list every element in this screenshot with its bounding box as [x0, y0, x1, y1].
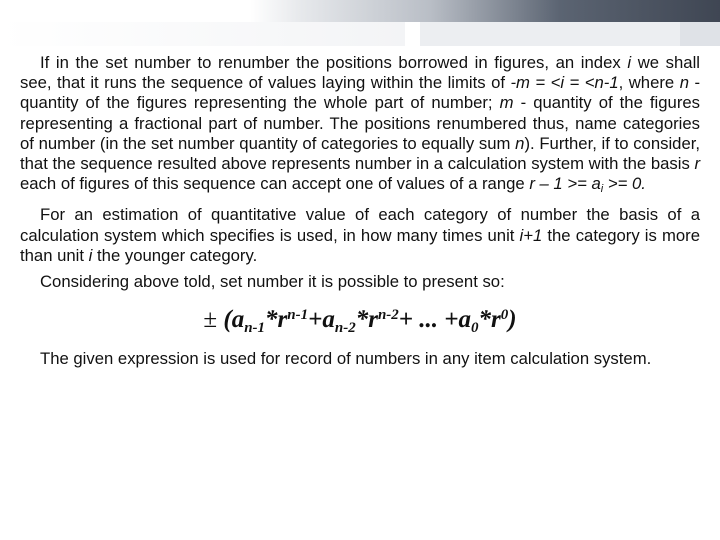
formula-part: *r — [478, 306, 501, 334]
number-formula — [20, 298, 700, 345]
var-i: i — [627, 53, 632, 72]
var-n: n — [515, 133, 525, 153]
accent-band-left — [0, 22, 405, 46]
value-range — [529, 174, 646, 196]
plus-minus-sign: ± — [203, 306, 218, 334]
text-run: If in the set number to renumber the positions borrowed in figures, an index — [40, 53, 628, 72]
formula-part: + ... +a — [398, 306, 472, 334]
formula-subscript: n-2 — [334, 320, 356, 337]
index-range: -m = <i = <n-1 — [510, 73, 619, 93]
var-i: i — [88, 245, 93, 265]
var-n: n — [679, 73, 689, 93]
formula-part: ) — [508, 306, 517, 334]
text-run: - quantity of the figures representing the whole part of number; — [20, 73, 701, 113]
text-run: ). Further, if to consider, that the sequence resulted above represents number in a calculation system with the basis — [20, 133, 700, 174]
formula-superscript: n-2 — [377, 307, 399, 324]
formula-part: (a — [217, 306, 245, 334]
slide-top-bar — [0, 0, 720, 22]
formula-superscript: 0 — [500, 307, 509, 324]
formula-part: +a — [308, 306, 335, 334]
value-range-left: r – 1 >= a — [529, 174, 601, 194]
paragraph-index-definition — [20, 53, 700, 199]
paragraph-category-estimation — [20, 205, 700, 266]
slide-body — [20, 53, 700, 375]
text-run: each of figures of this sequence can accept one of values of a range — [20, 174, 530, 194]
text-run: - quantity of the figures representing a fractional part of number. The positions renumbered thus, name categories of number (in the set number quantity of categories to equally sum — [20, 93, 700, 153]
formula-part: *r — [265, 306, 288, 334]
formula-subscript: 0 — [471, 320, 479, 337]
text-run: the category is more than unit — [20, 225, 700, 265]
text-run: the younger category. — [92, 245, 258, 265]
var-m: m — [499, 93, 514, 113]
slide-top-accent — [0, 22, 720, 48]
value-range-subscript: i — [600, 183, 604, 196]
formula-subscript: n-1 — [244, 320, 266, 337]
value-range-right: >= 0. — [603, 174, 646, 194]
formula-part: *r — [355, 306, 378, 334]
var-i-plus-1: i+1 — [519, 225, 543, 245]
formula-superscript: n-1 — [287, 307, 309, 324]
accent-band-right — [420, 22, 720, 46]
paragraph-given-expression: The given expression is used for record of numbers in any item calculation system. — [40, 349, 652, 369]
paragraph-considering: Considering above told, set number it is possible to present so: — [40, 272, 505, 292]
text-run: , where — [618, 73, 680, 93]
accent-band-corner — [680, 22, 720, 46]
var-r: r — [694, 154, 700, 174]
text-run: For an estimation of quantitative value of each category of number the basis of a calculation system which specifies is used, in how many times unit — [20, 205, 700, 245]
text-run: we shall see, that it runs the sequence of values laying within the limits of — [20, 53, 700, 93]
